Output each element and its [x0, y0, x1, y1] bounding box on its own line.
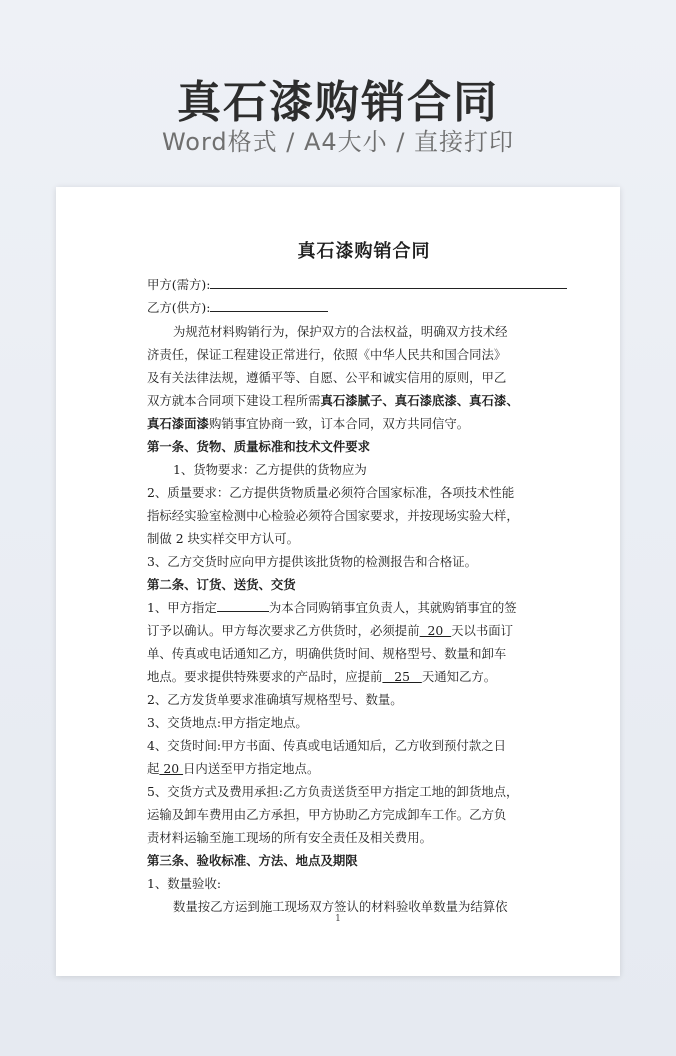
article-3-item-1-body: 数量按乙方运到施工现场双方签认的材料验收单数量为结算依: [173, 899, 508, 914]
article-2-item-5-line-1: 5、交货方式及费用承担:乙方负责送货至甲方指定工地的卸货地点，: [147, 784, 519, 799]
article-1-item-1: 1、货物要求：乙方提供的货物应为: [173, 462, 367, 477]
article-2-item-4-line-1: 4、交货时间:甲方书面、传真或电话通知后，乙方收到预付款之日: [147, 738, 506, 753]
banner-title: 真石漆购销合同: [177, 77, 499, 128]
article-2-heading: 第二条、订货、送货、交货: [147, 577, 296, 592]
article-2-item-1-l2-post: 天以书面订: [451, 623, 514, 638]
article-2-item-1-line-1: [147, 597, 581, 620]
article-2-item-1-pre: 1、甲方指定: [147, 600, 217, 615]
article-2-item-1-line-2: [147, 620, 581, 643]
intro-line-1: 为规范材料购销行为，保护双方的合法权益，明确双方技术经: [173, 324, 508, 339]
article-1-item-2-line-3: 制做 2 块实样交甲方认可。: [147, 531, 300, 546]
article-2-item-1-l4-pre: 地点。要求提供特殊要求的产品时，应提前: [147, 669, 383, 684]
party-a-blank[interactable]: [210, 275, 567, 289]
page-number: 1: [335, 914, 341, 924]
party-b-label: 乙方(供方):: [147, 300, 211, 315]
article-2-item-5-line-2: 运输及卸车费用由乙方承担，甲方协助乙方完成卸车工作。乙方负: [147, 807, 507, 822]
party-b-blank[interactable]: [210, 298, 328, 312]
party-a-line: [147, 274, 581, 297]
article-2-item-1-line-3: 单、传真或电话通知乙方，明确供货时间、规格型号、数量和卸车: [147, 646, 507, 661]
article-2-item-4-l2-pre: 起: [147, 761, 160, 776]
intro-line-5: [147, 413, 581, 436]
article-2-item-5-line-3: 责材料运输至施工现场的所有安全责任及相关费用。: [147, 830, 432, 845]
document-title: 真石漆购销合同: [297, 241, 431, 262]
intro-line-2: 济责任，保证工程建设正常进行，依照《中华人民共和国合同法》: [147, 347, 507, 362]
article-1-heading: 第一条、货物、质量标准和技术文件要求: [147, 439, 371, 454]
intro-line-5-text: 购销事宜协商一致，订本合同，双方共同信守。: [208, 416, 470, 431]
article-2-item-2: 2、乙方发货单要求准确填写规格型号、数量。: [147, 692, 403, 707]
special-notice-days: 25: [382, 669, 422, 684]
article-3-heading: 第三条、验收标准、方法、地点及期限: [147, 853, 358, 868]
article-1-item-3: 3、乙方交货时应向甲方提供该批货物的检测报告和合格证。: [147, 554, 478, 569]
article-2-item-4-l2-post: 日内送至甲方指定地点。: [183, 761, 320, 776]
article-1-item-2-line-1: 2、质量要求：乙方提供货物质量必须符合国家标准，各项技术性能: [147, 485, 515, 500]
banner-subtitle: Word格式 / A4大小 / 直接打印: [161, 128, 515, 156]
advance-notice-days: 20: [419, 623, 452, 638]
article-2-item-4-line-2: [147, 758, 581, 781]
intro-line-4: [147, 390, 581, 413]
article-1-item-2-line-2: 指标经实验室检测中心检验必须符合国家要求，并按现场实验大样，: [147, 508, 519, 523]
party-b-line: [147, 297, 581, 320]
responsible-person-blank[interactable]: [217, 598, 269, 612]
intro-line-3: 及有关法律法规，遵循平等、自愿、公平和诚实信用的原则，甲乙: [147, 370, 507, 385]
article-2-item-3: 3、交货地点:甲方指定地点。: [147, 715, 308, 730]
article-3-item-1: 1、数量验收:: [147, 876, 222, 891]
document-page: [56, 187, 620, 976]
article-2-item-1-l2-pre: 订予以确认。甲方每次要求乙方供货时，必须提前: [147, 623, 420, 638]
party-a-label: 甲方(需方):: [147, 277, 211, 292]
intro-line-4-bold: 真石漆腻子、真石漆底漆、真石漆、: [320, 393, 519, 408]
delivery-days: 20: [159, 761, 184, 776]
intro-line-4-text: 双方就本合同项下建设工程所需: [147, 393, 321, 408]
intro-line-5-bold: 真石漆面漆: [147, 416, 209, 431]
article-2-item-1-line-4: [147, 666, 581, 689]
article-2-item-1-l4-post: 天通知乙方。: [421, 669, 497, 684]
article-2-item-1-post: 为本合同购销事宜负责人，其就购销事宜的签: [268, 600, 517, 615]
